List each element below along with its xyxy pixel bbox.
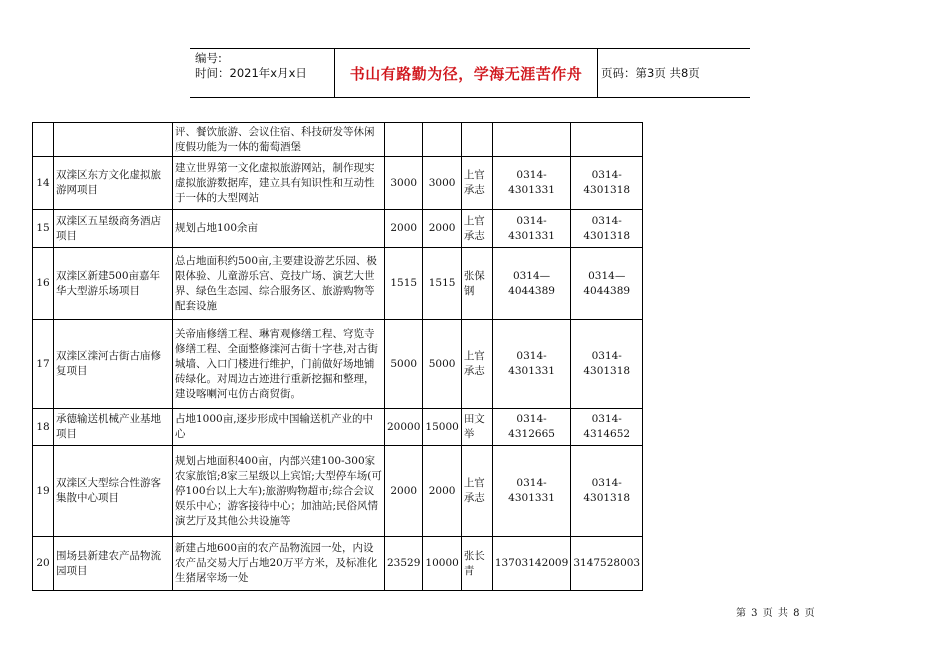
project-name: 双滦区新建500亩嘉年华大型游乐场项目 xyxy=(54,248,173,320)
project-name: 双滦区五星级商务酒店项目 xyxy=(54,210,173,248)
total-investment: 20000 xyxy=(385,409,423,446)
table-row xyxy=(33,210,643,248)
contact-fax: 0314-4301318 xyxy=(571,320,643,409)
planned-investment: 3000 xyxy=(423,157,461,210)
contact-person: 上官承志 xyxy=(461,210,492,248)
contact-phone xyxy=(492,123,571,157)
project-description: 总占地面积约500亩,主要建设游艺乐园、极限体验、儿童游乐宫、竞技广场、演艺大世界、绿色生态园、综合服务区、旅游购物等配套设施 xyxy=(173,248,385,320)
header-meta xyxy=(195,51,307,81)
contact-fax: 0314-4314652 xyxy=(571,409,643,446)
planned-investment: 15000 xyxy=(423,409,461,446)
contact-person: 张保钢 xyxy=(461,248,492,320)
row-index: 20 xyxy=(33,537,54,591)
contact-phone: 0314-4301331 xyxy=(492,320,571,409)
project-name: 双滦区大型综合性游客集散中心项目 xyxy=(54,446,173,537)
contact-person: 上官承志 xyxy=(461,446,492,537)
project-name: 承德输送机械产业基地项目 xyxy=(54,409,173,446)
contact-phone: 0314—4044389 xyxy=(492,248,571,320)
row-index: 14 xyxy=(33,157,54,210)
row-index xyxy=(33,123,54,157)
header-motto: 书山有路勤为径，学海无涯苦作舟 xyxy=(334,49,598,97)
total-investment: 1515 xyxy=(385,248,423,320)
table-row xyxy=(33,537,643,591)
contact-fax: 0314-4301318 xyxy=(571,157,643,210)
planned-investment: 5000 xyxy=(423,320,461,409)
planned-investment: 2000 xyxy=(423,210,461,248)
project-description: 占地1000亩,逐步形成中国输送机产业的中心 xyxy=(173,409,385,446)
project-name: 双滦区东方文化虚拟旅游网项目 xyxy=(54,157,173,210)
page-header xyxy=(190,48,750,98)
total-investment: 2000 xyxy=(385,446,423,537)
planned-investment xyxy=(423,123,461,157)
document-number-label: 编号: xyxy=(195,51,222,65)
document-time-label: 时间：2021年x月x日 xyxy=(195,66,307,80)
contact-phone: 13703142009 xyxy=(492,537,571,591)
project-description: 规划占地面积400亩，内部兴建100-300家农家旅馆;8家三星级以上宾馆;大型停车场(可停100台以上大车);旅游购物超市;综合会议娱乐中心；游客接待中心；加油站;民俗风情演艺厅及其他公共设施等 xyxy=(173,446,385,537)
project-name: 双滦区滦河古街古庙修复项目 xyxy=(54,320,173,409)
total-investment: 23529 xyxy=(385,537,423,591)
contact-person: 上官承志 xyxy=(461,157,492,210)
planned-investment: 2000 xyxy=(423,446,461,537)
row-index: 16 xyxy=(33,248,54,320)
project-description: 建立世界第一文化虚拟旅游网站，制作现实虚拟旅游数据库，建立具有知识性和互动性于一体的大型网站 xyxy=(173,157,385,210)
row-index: 17 xyxy=(33,320,54,409)
contact-person xyxy=(461,123,492,157)
table-row xyxy=(33,320,643,409)
table-row xyxy=(33,409,643,446)
project-description: 新建占地600亩的农产品物流园一处，内设农产品交易大厅占地20万平方米，及标准化生猪屠宰场一处 xyxy=(173,537,385,591)
contact-fax: 0314-4301318 xyxy=(571,446,643,537)
table-row xyxy=(33,446,643,537)
header-page-number: 页码：第3页 共8页 xyxy=(601,66,700,80)
project-table xyxy=(32,122,643,591)
total-investment: 2000 xyxy=(385,210,423,248)
contact-person: 上官承志 xyxy=(461,320,492,409)
contact-fax xyxy=(571,123,643,157)
contact-fax: 0314—4044389 xyxy=(571,248,643,320)
planned-investment: 1515 xyxy=(423,248,461,320)
table-row xyxy=(33,248,643,320)
page-footer: 第 3 页 共 8 页 xyxy=(736,608,816,619)
contact-fax: 3147528003 xyxy=(571,537,643,591)
project-description: 关帝庙修缮工程、琳宵观修缮工程、穹览寺修缮工程、全面整修滦河古街十字巷,对古街城墙、入口门楼进行维护，门前做好场地铺砖绿化。对周边古迹进行重新挖掘和整理，建设喀喇河屯仿古商贸街。 xyxy=(173,320,385,409)
project-name: 围场县新建农产品物流园项目 xyxy=(54,537,173,591)
row-index: 18 xyxy=(33,409,54,446)
project-description: 评、餐饮旅游、会议住宿、科技研发等休闲度假功能为一体的葡萄酒堡 xyxy=(173,123,385,157)
planned-investment: 10000 xyxy=(423,537,461,591)
project-description: 规划占地100余亩 xyxy=(173,210,385,248)
contact-person: 田文举 xyxy=(461,409,492,446)
total-investment xyxy=(385,123,423,157)
table-row xyxy=(33,123,643,157)
contact-phone: 0314-4312665 xyxy=(492,409,571,446)
contact-phone: 0314-4301331 xyxy=(492,446,571,537)
table-row xyxy=(33,157,643,210)
contact-person: 张长青 xyxy=(461,537,492,591)
row-index: 19 xyxy=(33,446,54,537)
row-index: 15 xyxy=(33,210,54,248)
contact-fax: 0314-4301318 xyxy=(571,210,643,248)
contact-phone: 0314-4301331 xyxy=(492,210,571,248)
total-investment: 3000 xyxy=(385,157,423,210)
total-investment: 5000 xyxy=(385,320,423,409)
project-name xyxy=(54,123,173,157)
contact-phone: 0314-4301331 xyxy=(492,157,571,210)
